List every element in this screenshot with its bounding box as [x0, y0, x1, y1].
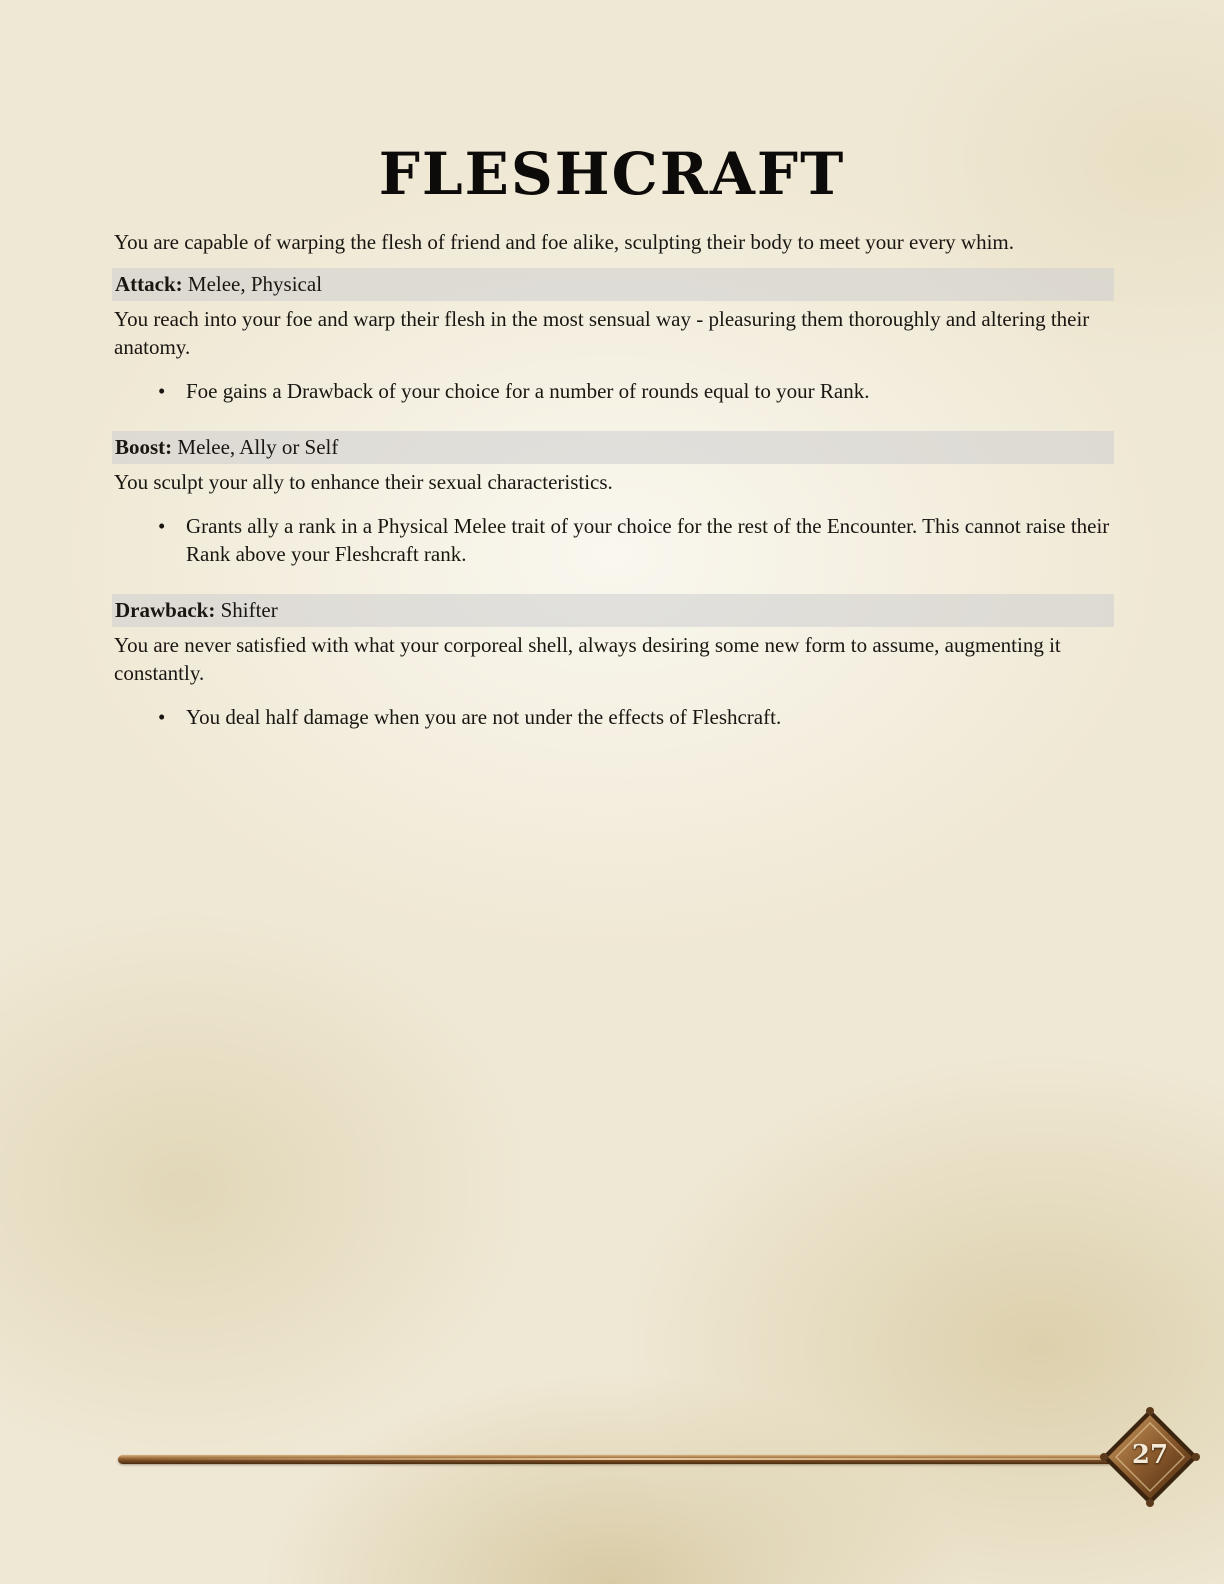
section-attack — [114, 268, 1112, 405]
list-item — [158, 703, 1112, 731]
section-value: Melee, Physical — [187, 272, 323, 296]
bullet-list — [114, 512, 1112, 568]
section-value: Shifter — [220, 598, 278, 622]
section-value: Melee, Ally or Self — [177, 435, 339, 459]
list-item-text: Grants ally a rank in a Physical Melee trait of your choice for the rest of the Encounter. This cannot raise their Rank above your Fleshcraft rank. — [186, 514, 1110, 566]
list-item-text: You deal half damage when you are not under the effects of Fleshcraft. — [186, 705, 782, 729]
section-keyword: Drawback: — [115, 598, 216, 622]
section-header-attack — [112, 268, 1114, 301]
content — [114, 228, 1112, 757]
section-boost — [114, 431, 1112, 568]
footer-divider — [118, 1455, 1118, 1464]
page-number: 27 — [1131, 1440, 1169, 1470]
page-title: FLESHCRAFT — [378, 140, 846, 208]
section-drawback — [114, 594, 1112, 731]
bullet-icon: • — [158, 705, 166, 729]
section-description: You are never satisfied with what your corporeal shell, always desiring some new form to assume, augmenting it constantly. — [114, 633, 1061, 685]
section-description: You sculpt your ally to enhance their sexual characteristics. — [114, 470, 613, 494]
list-item — [158, 377, 1112, 405]
list-item-text: Foe gains a Drawback of your choice for a number of rounds equal to your Rank. — [186, 379, 870, 403]
bullet-list — [114, 703, 1112, 731]
section-header-drawback — [112, 594, 1114, 627]
section-keyword: Boost: — [115, 435, 173, 459]
section-keyword: Attack: — [115, 272, 183, 296]
section-header-boost — [112, 431, 1114, 464]
bullet-list — [114, 377, 1112, 405]
bullet-icon: • — [158, 379, 166, 403]
section-description: You reach into your foe and warp their flesh in the most sensual way - pleasuring them thoroughly and altering their anatomy. — [114, 307, 1090, 359]
bullet-icon: • — [158, 514, 166, 538]
list-item — [158, 512, 1112, 568]
intro-text: You are capable of warping the flesh of friend and foe alike, sculpting their body to meet your every whim. — [114, 230, 1015, 254]
